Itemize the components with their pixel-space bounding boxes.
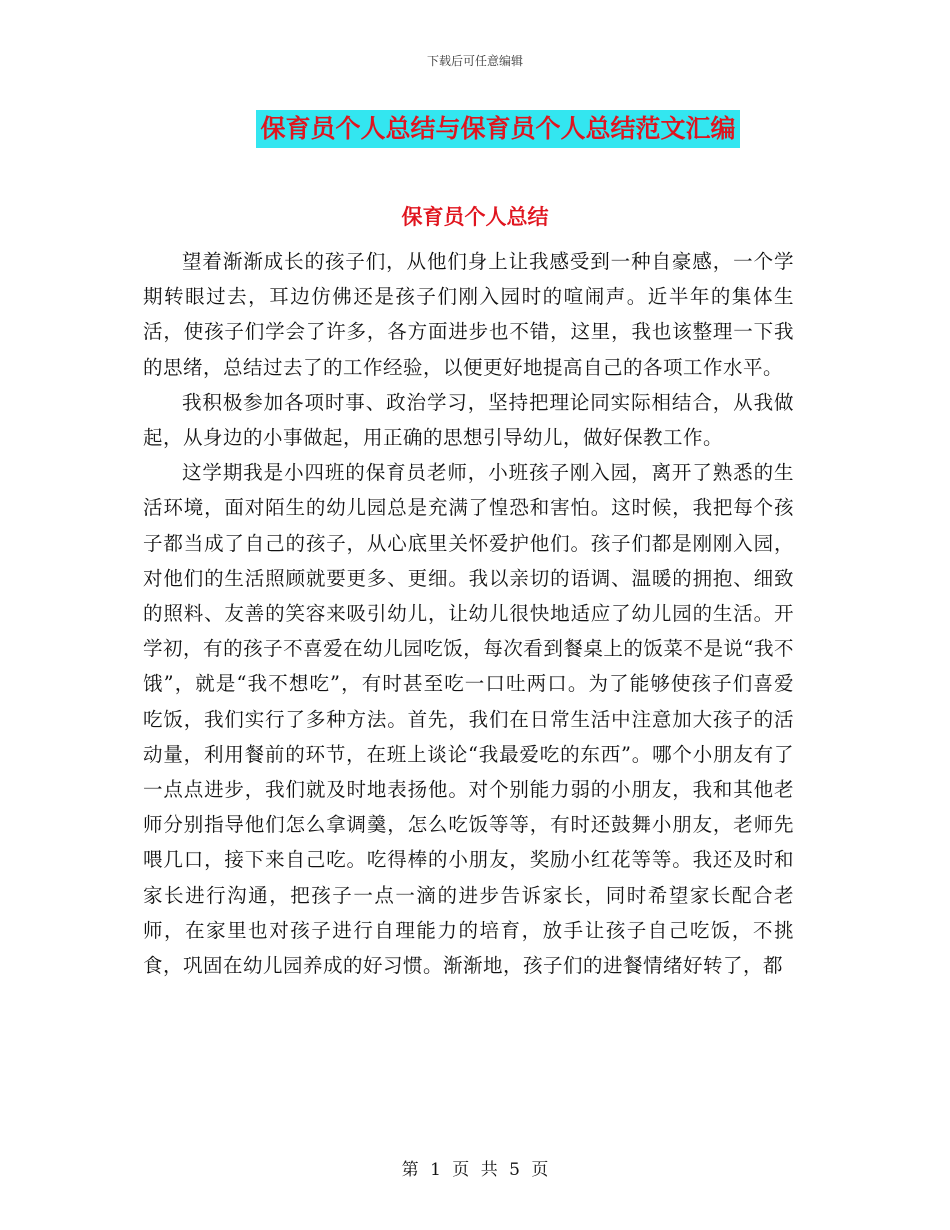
main-title: 保育员个人总结与保育员个人总结范文汇编 [256,110,739,148]
paragraph-2: 我积极参加各项时事、政治学习，坚持把理论同实际相结合，从我做起，从身边的小事做起，用正确的思想引导幼儿，做好保教工作。 [143,390,794,450]
header-note: 下载后可任意编辑 [426,54,523,68]
main-title-wrap [0,110,950,148]
body-text [143,244,794,983]
paragraph-1: 望着渐渐成长的孩子们，从他们身上让我感受到一种自豪感，一个学期转眼过去，耳边仿佛还是孩子们刚入园时的喧闹声。近半年的集体生活，使孩子们学会了许多，各方面进步也不错，这里，我也该整理一下我的思绪，总结过去了的工作经验，以便更好地提高自己的各项工作水平。 [143,250,794,379]
page-footer: 第 1 页 共 5 页 [401,1160,549,1180]
section-title: 保育员个人总结 [401,205,549,229]
paragraph-3: 这学期我是小四班的保育员老师，小班孩子刚入园，离开了熟悉的生活环境，面对陌生的幼儿园总是充满了惶恐和害怕。这时候，我把每个孩子都当成了自己的孩子，从心底里关怀爱护他们。孩子们都是刚刚入园，对他们的生活照顾就要更多、更细。我以亲切的语调、温暖的拥抱、细致的照料、友善的笑容来吸引幼儿，让幼儿很快地适应了幼儿园的生活。开学初，有的孩子不喜爱在幼儿园吃饭，每次看到餐桌上的饭菜不是说“我不饿”，就是“我不想吃”，有时甚至吃一口吐两口。为了能够使孩子们喜爱吃饭，我们实行了多种方法。首先，我们在日常生活中注意加大孩子的活动量，利用餐前的环节，在班上谈论“我最爱吃的东西”。哪个小朋友有了一点点进步，我们就及时地表扬他。对个别能力弱的小朋友，我和其他老师分别指导他们怎么拿调羹，怎么吃饭等等，有时还鼓舞小朋友，老师先喂几口，接下来自己吃。吃得棒的小朋友，奖励小红花等等。我还及时和家长进行沟通，把孩子一点一滴的进步告诉家长，同时希望家长配合老师，在家里也对孩子进行自理能力的培育，放手让孩子自己吃饭，不挑食，巩固在幼儿园养成的好习惯。渐渐地，孩子们的进餐情绪好转了，都 [143,461,794,978]
